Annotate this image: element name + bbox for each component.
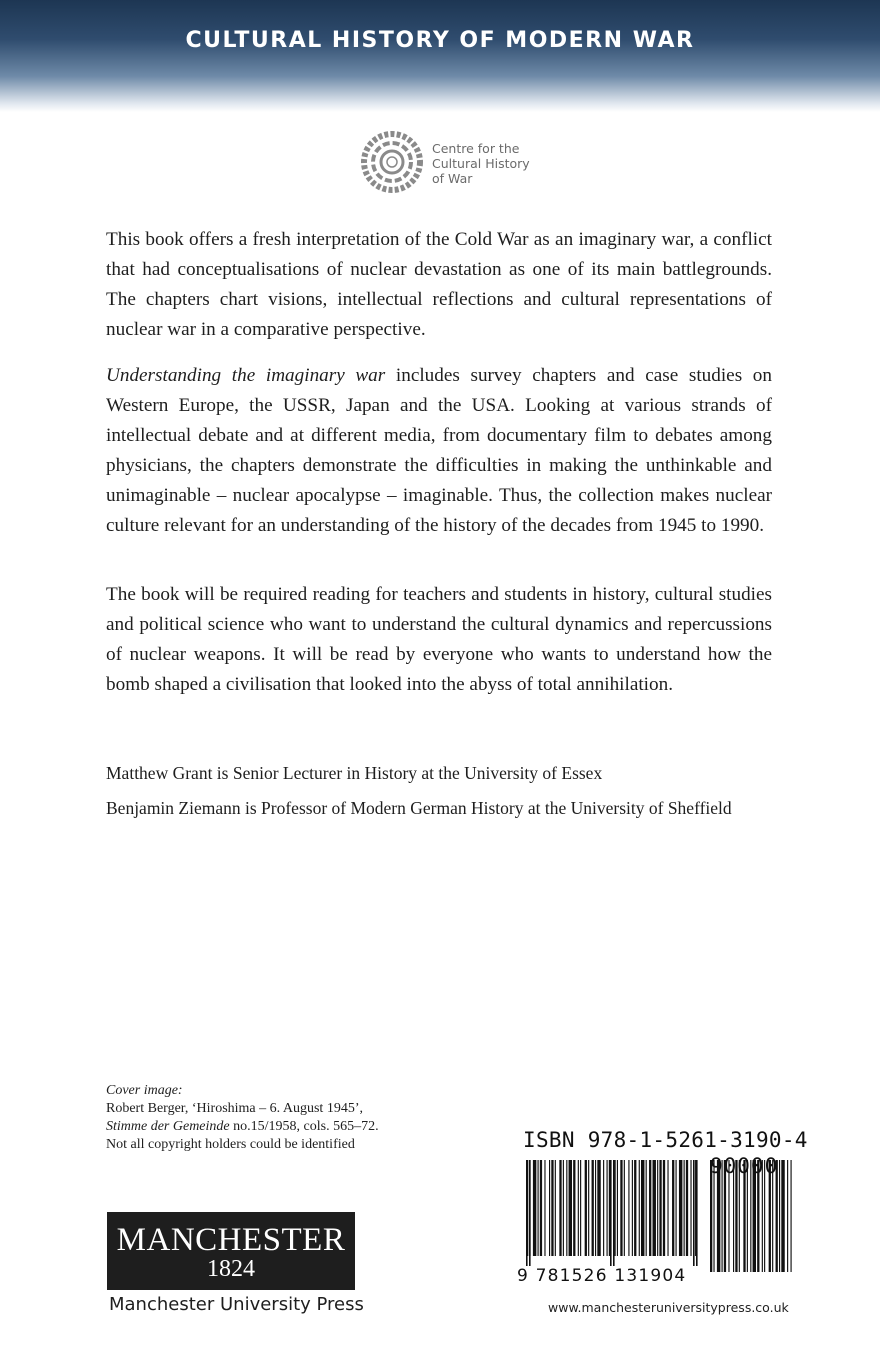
publisher-logo-name: MANCHESTER: [116, 1222, 346, 1258]
series-banner: [0, 0, 880, 112]
centre-line-1: Centre for the: [432, 141, 520, 156]
centre-line-3: of War: [432, 171, 473, 186]
author-bio-grant: Matthew Grant is Senior Lecturer in History at the University of Essex: [106, 763, 603, 783]
credit-line-3: Not all copyright holders could be identified: [106, 1137, 355, 1152]
credit-source-rest: no.15/1958, cols. 565–72.: [229, 1119, 379, 1134]
author-bio-ziemann: Benjamin Ziemann is Professor of Modern German History at the University of Sheffield: [106, 798, 732, 818]
credit-line-2: [106, 1118, 466, 1136]
publisher-website: www.manchesteruniversitypress.co.uk: [548, 1300, 789, 1315]
publisher-logo-year: 1824: [207, 1256, 255, 1282]
concentric-ring-icon: [360, 130, 424, 194]
credit-label: Cover image:: [106, 1083, 183, 1098]
centre-line-2: Cultural History: [432, 156, 530, 171]
book-title-italic: Understanding the imaginary war: [106, 365, 386, 386]
publisher-logo: [107, 1212, 355, 1290]
centre-name: [432, 141, 562, 186]
isbn-text: ISBN 978-1-5261-3190-4: [523, 1128, 808, 1152]
centre-logo: [360, 128, 560, 198]
credit-line-1: Robert Berger, ‘Hiroshima – 6. August 1945’,: [106, 1101, 363, 1116]
cover-image-credit: [106, 1082, 466, 1154]
blurb-paragraph-2-text: includes survey chapters and case studies on Western Europe, the USSR, Japan and the USA. Looking at various strands of intellectual debate and at different media, from documentary film to debates among physicians, the chapters demonstrate the difficulties in making the unthinkable and unimaginable – nuclear apocalypse – imaginable. Thus, the collection makes nuclear culture relevant for an understanding of the history of the decades from 1945 to 1990.: [106, 365, 772, 536]
series-title: CULTURAL HISTORY OF MODERN WAR: [185, 28, 695, 53]
blurb-paragraph-3: The book will be required reading for teachers and students in history, cultural studies and political science who want to understand the cultural dynamics and repercussions of nuclear weapons. It will be read by everyone who wants to understand how the bomb shaped a civilisation that looked into the abyss of total annihilation.: [106, 584, 772, 695]
publisher-name: Manchester University Press: [109, 1294, 364, 1315]
credit-source-italic: Stimme der Gemeinde: [106, 1119, 230, 1134]
barcode-graphic: [512, 1160, 794, 1272]
blurb-paragraph-1: This book offers a fresh interpretation of the Cold War as an imaginary war, a conflict that had conceptualisations of nuclear devastation as one of its main battlegrounds. The chapters chart visions, intellectual reflections and cultural representations of nuclear war in a comparative perspective.: [106, 229, 772, 340]
blurb-paragraph-2: [106, 361, 772, 541]
ean-digits: 9 781526 131904: [517, 1266, 687, 1286]
